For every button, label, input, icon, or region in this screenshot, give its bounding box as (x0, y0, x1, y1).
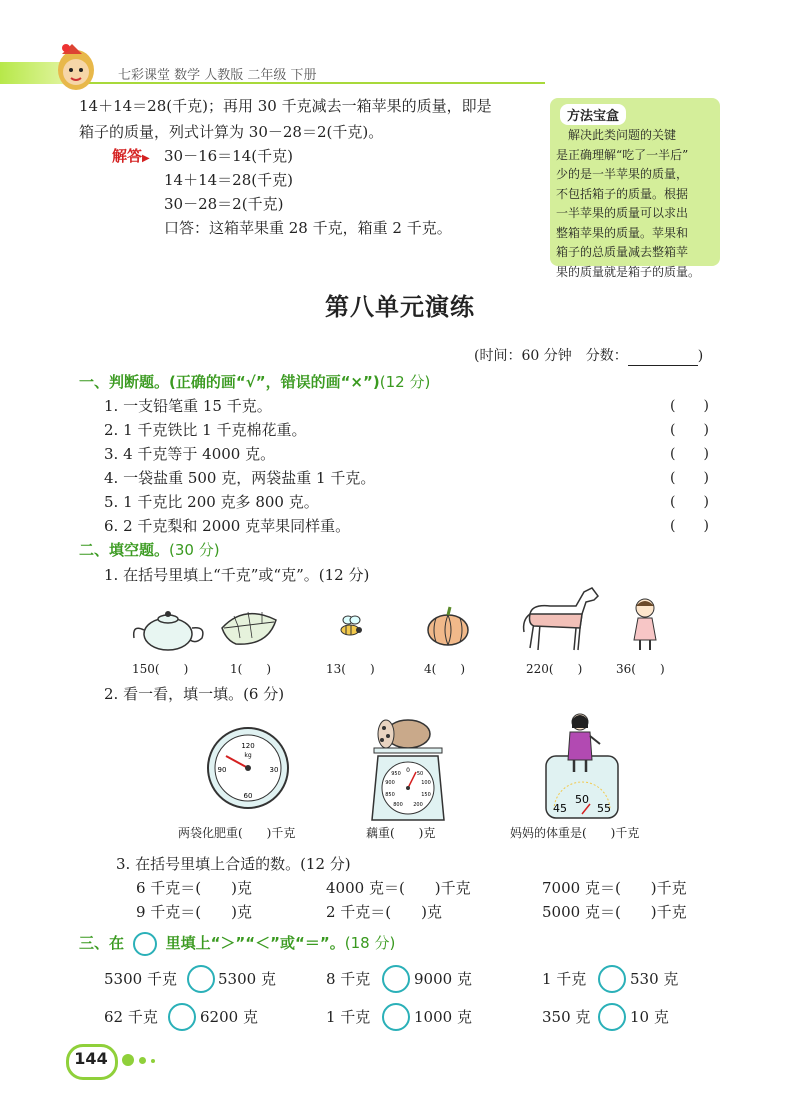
cmp-left-5: 1 千克 (326, 1008, 371, 1026)
dial2-num: 0 (406, 767, 410, 774)
answer-step-3: 30－28＝2(千克) (164, 195, 284, 213)
q3-item-6[interactable]: 5000 克＝( )千克 (542, 903, 687, 921)
solution-line-1: 14＋14＝28(千克)；再用 30 千克减去一箱苹果的质量，即是 (79, 97, 492, 115)
cmp-right-1: 5300 克 (218, 970, 276, 988)
q3-item-5[interactable]: 2 千克＝( )克 (326, 903, 443, 921)
tip-title: 方法宝盒 (560, 104, 626, 125)
cmp-left-1: 5300 千克 (104, 970, 177, 988)
lotus-root-icon (378, 720, 430, 748)
dial2-num: 200 (413, 802, 423, 808)
horse-icon (520, 584, 604, 654)
judge-item-4: 4. 一袋盐重 500 克，两袋盐重 1 千克。 (104, 469, 376, 487)
answer-paren-5[interactable]: ( ) (670, 494, 709, 510)
answer-paren-2[interactable]: ( ) (670, 422, 709, 438)
answer-step-2: 14＋14＝28(千克) (164, 171, 293, 189)
judge-item-3: 3. 4 千克等于 4000 克。 (104, 445, 276, 463)
cmp-right-5: 1000 克 (414, 1008, 472, 1026)
dial2-num: 950 (391, 771, 401, 777)
compare-circle[interactable] (168, 1003, 196, 1031)
girl-icon (628, 596, 662, 652)
lotus-root-scale (368, 716, 448, 824)
page-number: 144 (74, 1049, 108, 1068)
fill-q1: 1. 在括号里填上“千克”或“克”。(12 分) (104, 566, 370, 584)
dot-icon (139, 1057, 146, 1064)
header-title: 七彩课堂 数学 人教版 二年级 下册 (118, 68, 317, 83)
section1-heading: 一、判断题。(正确的画“√”，错误的画“×”)(12 分) (79, 373, 431, 391)
q2-label-mother[interactable]: 妈妈的体重是( )千克 (510, 826, 640, 840)
dial1-num: 60 (243, 792, 253, 800)
dial2-num: 100 (421, 780, 431, 786)
compare-circle[interactable] (598, 1003, 626, 1031)
answer-paren-6[interactable]: ( ) (670, 518, 709, 534)
fertilizer-scale-dial (206, 726, 290, 810)
dial1-unit: kg (244, 752, 252, 759)
fill-q2: 2. 看一看，填一填。(6 分) (104, 685, 285, 703)
dial2-num: 800 (393, 802, 403, 808)
judge-item-6: 6. 2 千克梨和 2000 克苹果同样重。 (104, 517, 351, 535)
cmp-right-2: 9000 克 (414, 970, 472, 988)
answer-step-4: 口答：这箱苹果重 28 千克，箱重 2 千克。 (164, 219, 452, 237)
cmp-right-4: 6200 克 (200, 1008, 258, 1026)
solution-line-2: 箱子的质量，列式计算为 30－28＝2(千克)。 (79, 123, 384, 141)
dial1-num: 120 (241, 742, 255, 750)
answer-paren-3[interactable]: ( ) (670, 446, 709, 462)
dot-icon (151, 1059, 155, 1063)
compare-circle[interactable] (598, 965, 626, 993)
compare-circle[interactable] (382, 1003, 410, 1031)
q3-item-1[interactable]: 6 千克＝( )克 (136, 879, 253, 897)
dial3-num: 55 (597, 802, 611, 815)
cmp-left-2: 8 千克 (326, 970, 371, 988)
q3-item-4[interactable]: 9 千克＝( )克 (136, 903, 253, 921)
cmp-right-6: 10 克 (630, 1008, 669, 1026)
judge-item-5: 5. 1 千克比 200 克多 800 克。 (104, 493, 319, 511)
cmp-left-6: 350 克 (542, 1008, 591, 1026)
dial1-num: 90 (217, 766, 227, 774)
teapot-icon (130, 604, 210, 654)
unit-title: 第八单元演练 (325, 293, 475, 321)
section2-heading: 二、填空题。(30 分) (79, 541, 220, 559)
q1-label-girl[interactable]: 36( ) (616, 662, 665, 676)
mascot-icon (42, 40, 106, 96)
circle-symbol (133, 932, 157, 956)
q3-item-3[interactable]: 7000 克＝( )千克 (542, 879, 687, 897)
q1-label-bee[interactable]: 13( ) (326, 662, 375, 676)
answer-step-1: 30－16＝14(千克) (164, 147, 293, 165)
q1-label-leaf[interactable]: 1( ) (230, 662, 271, 676)
q1-label-horse[interactable]: 220( ) (526, 662, 583, 676)
q2-label-lotus[interactable]: 藕重( )克 (366, 826, 436, 840)
judge-item-1: 1. 一支铅笔重 15 千克。 (104, 397, 272, 415)
dial2-num: 150 (421, 792, 431, 798)
compare-circle[interactable] (187, 965, 215, 993)
dial2-num: 850 (385, 792, 395, 798)
cmp-left-4: 62 千克 (104, 1008, 158, 1026)
section3-heading: 三、在 里填上“＞”“＜”或“＝”。(18 分) (79, 932, 395, 956)
q1-label-pumpkin[interactable]: 4( ) (424, 662, 465, 676)
tip-body: 解决此类问题的关键 是正确理解“吃了一半后” 少的是一半苹果的质量， 不包括箱子的质量。根据 一半苹果的质量可以求出 整箱苹果的质量。苹果和 箱子的总质量减去整箱苹 果的质量就是箱子的质量。 (556, 128, 701, 279)
q3-item-2[interactable]: 4000 克＝( )千克 (326, 879, 471, 897)
cmp-right-3: 530 克 (630, 970, 679, 988)
compare-circle[interactable] (382, 965, 410, 993)
leaf-icon (218, 604, 282, 650)
dial2-num: 900 (385, 780, 395, 786)
dial2-num: 50 (416, 771, 424, 777)
judge-item-2: 2. 1 千克铁比 1 千克棉花重。 (104, 421, 307, 439)
body-scale (540, 710, 624, 820)
answer-paren-4[interactable]: ( ) (670, 470, 709, 486)
pumpkin-icon (424, 604, 472, 648)
bee-icon (332, 612, 366, 642)
answer-paren-1[interactable]: ( ) (670, 398, 709, 414)
answer-label: 解答▶ (112, 147, 150, 165)
q2-label-fertilizer[interactable]: 两袋化肥重( )千克 (178, 826, 296, 840)
time-score: (时间：60 分钟 分数： ) (474, 348, 704, 364)
q1-label-teapot[interactable]: 150( ) (132, 662, 189, 676)
cmp-left-3: 1 千克 (542, 970, 587, 988)
fill-q3: 3. 在括号里填上合适的数。(12 分) (116, 855, 351, 873)
dot-icon (122, 1054, 134, 1066)
dial1-num: 30 (269, 766, 279, 774)
dial3-num: 50 (575, 793, 589, 806)
dial3-num: 45 (553, 802, 567, 815)
